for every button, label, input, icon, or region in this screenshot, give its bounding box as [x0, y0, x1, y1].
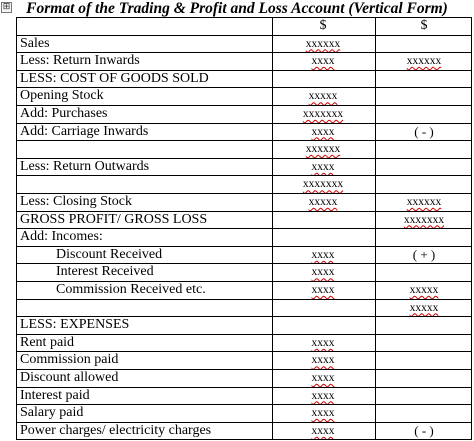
- row-divider: [16, 316, 472, 317]
- row-divider: [16, 175, 472, 176]
- amount-cell[interactable]: [376, 387, 472, 405]
- amount-cell[interactable]: [272, 316, 374, 334]
- amount-cell[interactable]: [376, 158, 472, 176]
- row-label[interactable]: Commission paid: [20, 352, 119, 368]
- amount-cell[interactable]: xxxxxx: [305, 37, 341, 50]
- row-divider: [16, 404, 472, 405]
- amount-cell[interactable]: [376, 404, 472, 422]
- row-divider: [16, 87, 472, 88]
- column-divider: [16, 17, 17, 439]
- table-row: [16, 246, 472, 264]
- amount-cell[interactable]: xxxx: [311, 55, 335, 68]
- row-divider: [16, 369, 472, 370]
- sign-note[interactable]: ( + ): [412, 246, 436, 262]
- table-row: [16, 193, 472, 211]
- amount-cell[interactable]: xxxx: [311, 336, 335, 349]
- amount-cell[interactable]: [272, 211, 374, 229]
- table-row: [16, 140, 472, 158]
- column-header-dollar: $: [420, 18, 428, 33]
- column-divider: [375, 17, 376, 439]
- amount-cell[interactable]: [376, 87, 472, 105]
- table-row: [16, 175, 472, 193]
- amount-cell[interactable]: xxxx: [311, 407, 335, 420]
- table-row: [16, 281, 472, 299]
- table-row: [16, 316, 472, 334]
- table-row: [16, 228, 472, 246]
- amount-cell[interactable]: [376, 369, 472, 387]
- row-label[interactable]: LESS: COST OF GOODS SOLD: [20, 70, 209, 86]
- table-row: [16, 404, 472, 422]
- amount-cell[interactable]: xxxxxxx: [302, 108, 344, 120]
- row-divider: [16, 422, 472, 423]
- row-label[interactable]: Add: Incomes:: [20, 229, 103, 245]
- amount-cell[interactable]: xxxx: [311, 284, 335, 296]
- amount-cell[interactable]: xxxxx: [409, 301, 439, 314]
- amount-cell[interactable]: xxxx: [311, 248, 335, 261]
- column-header-row: [16, 17, 472, 35]
- amount-cell[interactable]: [376, 351, 472, 369]
- row-divider: [16, 263, 472, 264]
- row-label[interactable]: Opening Stock: [20, 88, 104, 104]
- row-label[interactable]: Add: Purchases: [20, 106, 108, 121]
- table-row: [16, 299, 472, 317]
- table-row: [16, 87, 472, 105]
- table-row: [16, 35, 472, 53]
- table-row: [16, 211, 472, 229]
- row-divider: [16, 35, 472, 36]
- row-label[interactable]: Interest Received: [56, 264, 154, 280]
- amount-cell[interactable]: xxxx: [311, 354, 335, 367]
- amount-cell[interactable]: [376, 228, 472, 246]
- row-label[interactable]: Less: Return Outwards: [20, 158, 150, 174]
- row-label[interactable]: Less: Closing Stock: [20, 194, 133, 209]
- table-row: [16, 70, 472, 88]
- amount-cell[interactable]: xxxxxx: [406, 55, 442, 68]
- amount-cell[interactable]: [376, 140, 472, 158]
- row-divider: [16, 387, 472, 388]
- table-row: [16, 105, 472, 123]
- row-divider: [16, 52, 472, 53]
- row-label[interactable]: Power charges/ electricity charges: [20, 422, 212, 438]
- row-label[interactable]: GROSS PROFIT/ GROSS LOSS: [20, 211, 208, 227]
- table-move-handle-icon[interactable]: ⊞: [2, 2, 11, 12]
- amount-cell[interactable]: xxxxxx: [305, 143, 341, 156]
- row-divider: [16, 140, 472, 141]
- account-table: [16, 0, 472, 441]
- amount-cell[interactable]: xxxxx: [308, 90, 338, 103]
- row-label[interactable]: Sales: [20, 35, 50, 51]
- row-label[interactable]: Commission Received etc.: [56, 282, 206, 297]
- row-divider: [16, 158, 472, 159]
- column-divider: [471, 17, 472, 439]
- row-divider: [16, 228, 472, 229]
- sign-note[interactable]: ( - ): [414, 422, 434, 438]
- amount-cell[interactable]: xxxx: [311, 266, 335, 279]
- amount-cell[interactable]: xxxxxxx: [302, 178, 344, 191]
- amount-cell[interactable]: [376, 263, 472, 281]
- row-label[interactable]: [20, 299, 260, 317]
- row-divider: [16, 193, 472, 194]
- amount-cell[interactable]: [376, 175, 472, 193]
- table-row: [16, 334, 472, 352]
- amount-cell[interactable]: [376, 105, 472, 123]
- row-label[interactable]: LESS: EXPENSES: [20, 317, 130, 333]
- amount-cell[interactable]: xxxxxxx: [403, 213, 445, 226]
- amount-cell[interactable]: xxxx: [311, 424, 335, 437]
- row-label[interactable]: Less: Return Inwards: [20, 53, 140, 69]
- amount-cell[interactable]: xxxxxx: [406, 196, 442, 208]
- row-label[interactable]: Salary paid: [20, 405, 84, 421]
- amount-cell[interactable]: [272, 70, 374, 88]
- row-divider: [16, 123, 472, 124]
- amount-cell[interactable]: xxxx: [311, 389, 335, 402]
- row-label[interactable]: Discount allowed: [20, 370, 119, 385]
- table-row: [16, 52, 472, 70]
- row-divider: [16, 351, 472, 352]
- table-row: [16, 351, 472, 369]
- row-label[interactable]: [20, 175, 260, 193]
- row-label[interactable]: [20, 140, 260, 158]
- row-divider: [16, 211, 472, 212]
- row-divider: [16, 334, 472, 335]
- amount-cell[interactable]: xxxxx: [409, 284, 439, 296]
- amount-cell[interactable]: xxxx: [311, 372, 335, 384]
- amount-cell[interactable]: xxxxx: [308, 196, 338, 208]
- row-divider: [16, 105, 472, 106]
- row-divider: [16, 70, 472, 71]
- row-divider: [16, 281, 472, 282]
- row-divider: [16, 299, 472, 300]
- amount-cell[interactable]: xxxx: [311, 160, 335, 173]
- table-row: [16, 422, 472, 440]
- row-label[interactable]: Interest paid: [20, 387, 90, 403]
- amount-cell[interactable]: [376, 316, 472, 334]
- table-row: [16, 369, 472, 387]
- amount-cell[interactable]: [376, 334, 472, 352]
- column-header-dollar: $: [319, 18, 327, 33]
- amount-cell[interactable]: xxxx: [311, 125, 335, 138]
- table-row: [16, 387, 472, 405]
- row-label[interactable]: Rent paid: [20, 334, 75, 350]
- row-divider: [16, 246, 472, 247]
- page-title: Format of the Trading & Profit and Loss Account (Vertical Form): [26, 0, 448, 17]
- amount-cell[interactable]: [272, 299, 374, 317]
- table-row: [16, 123, 472, 141]
- row-divider: [16, 439, 472, 440]
- table-row: [16, 158, 472, 176]
- table-row: [16, 263, 472, 281]
- row-divider: [16, 17, 472, 18]
- row-label[interactable]: Discount Received: [56, 246, 163, 262]
- sign-note[interactable]: ( - ): [414, 123, 434, 139]
- amount-cell[interactable]: [376, 70, 472, 88]
- row-label[interactable]: Add: Carriage Inwards: [20, 123, 149, 139]
- amount-cell[interactable]: [272, 228, 374, 246]
- column-divider: [272, 17, 273, 439]
- amount-cell[interactable]: [376, 35, 472, 53]
